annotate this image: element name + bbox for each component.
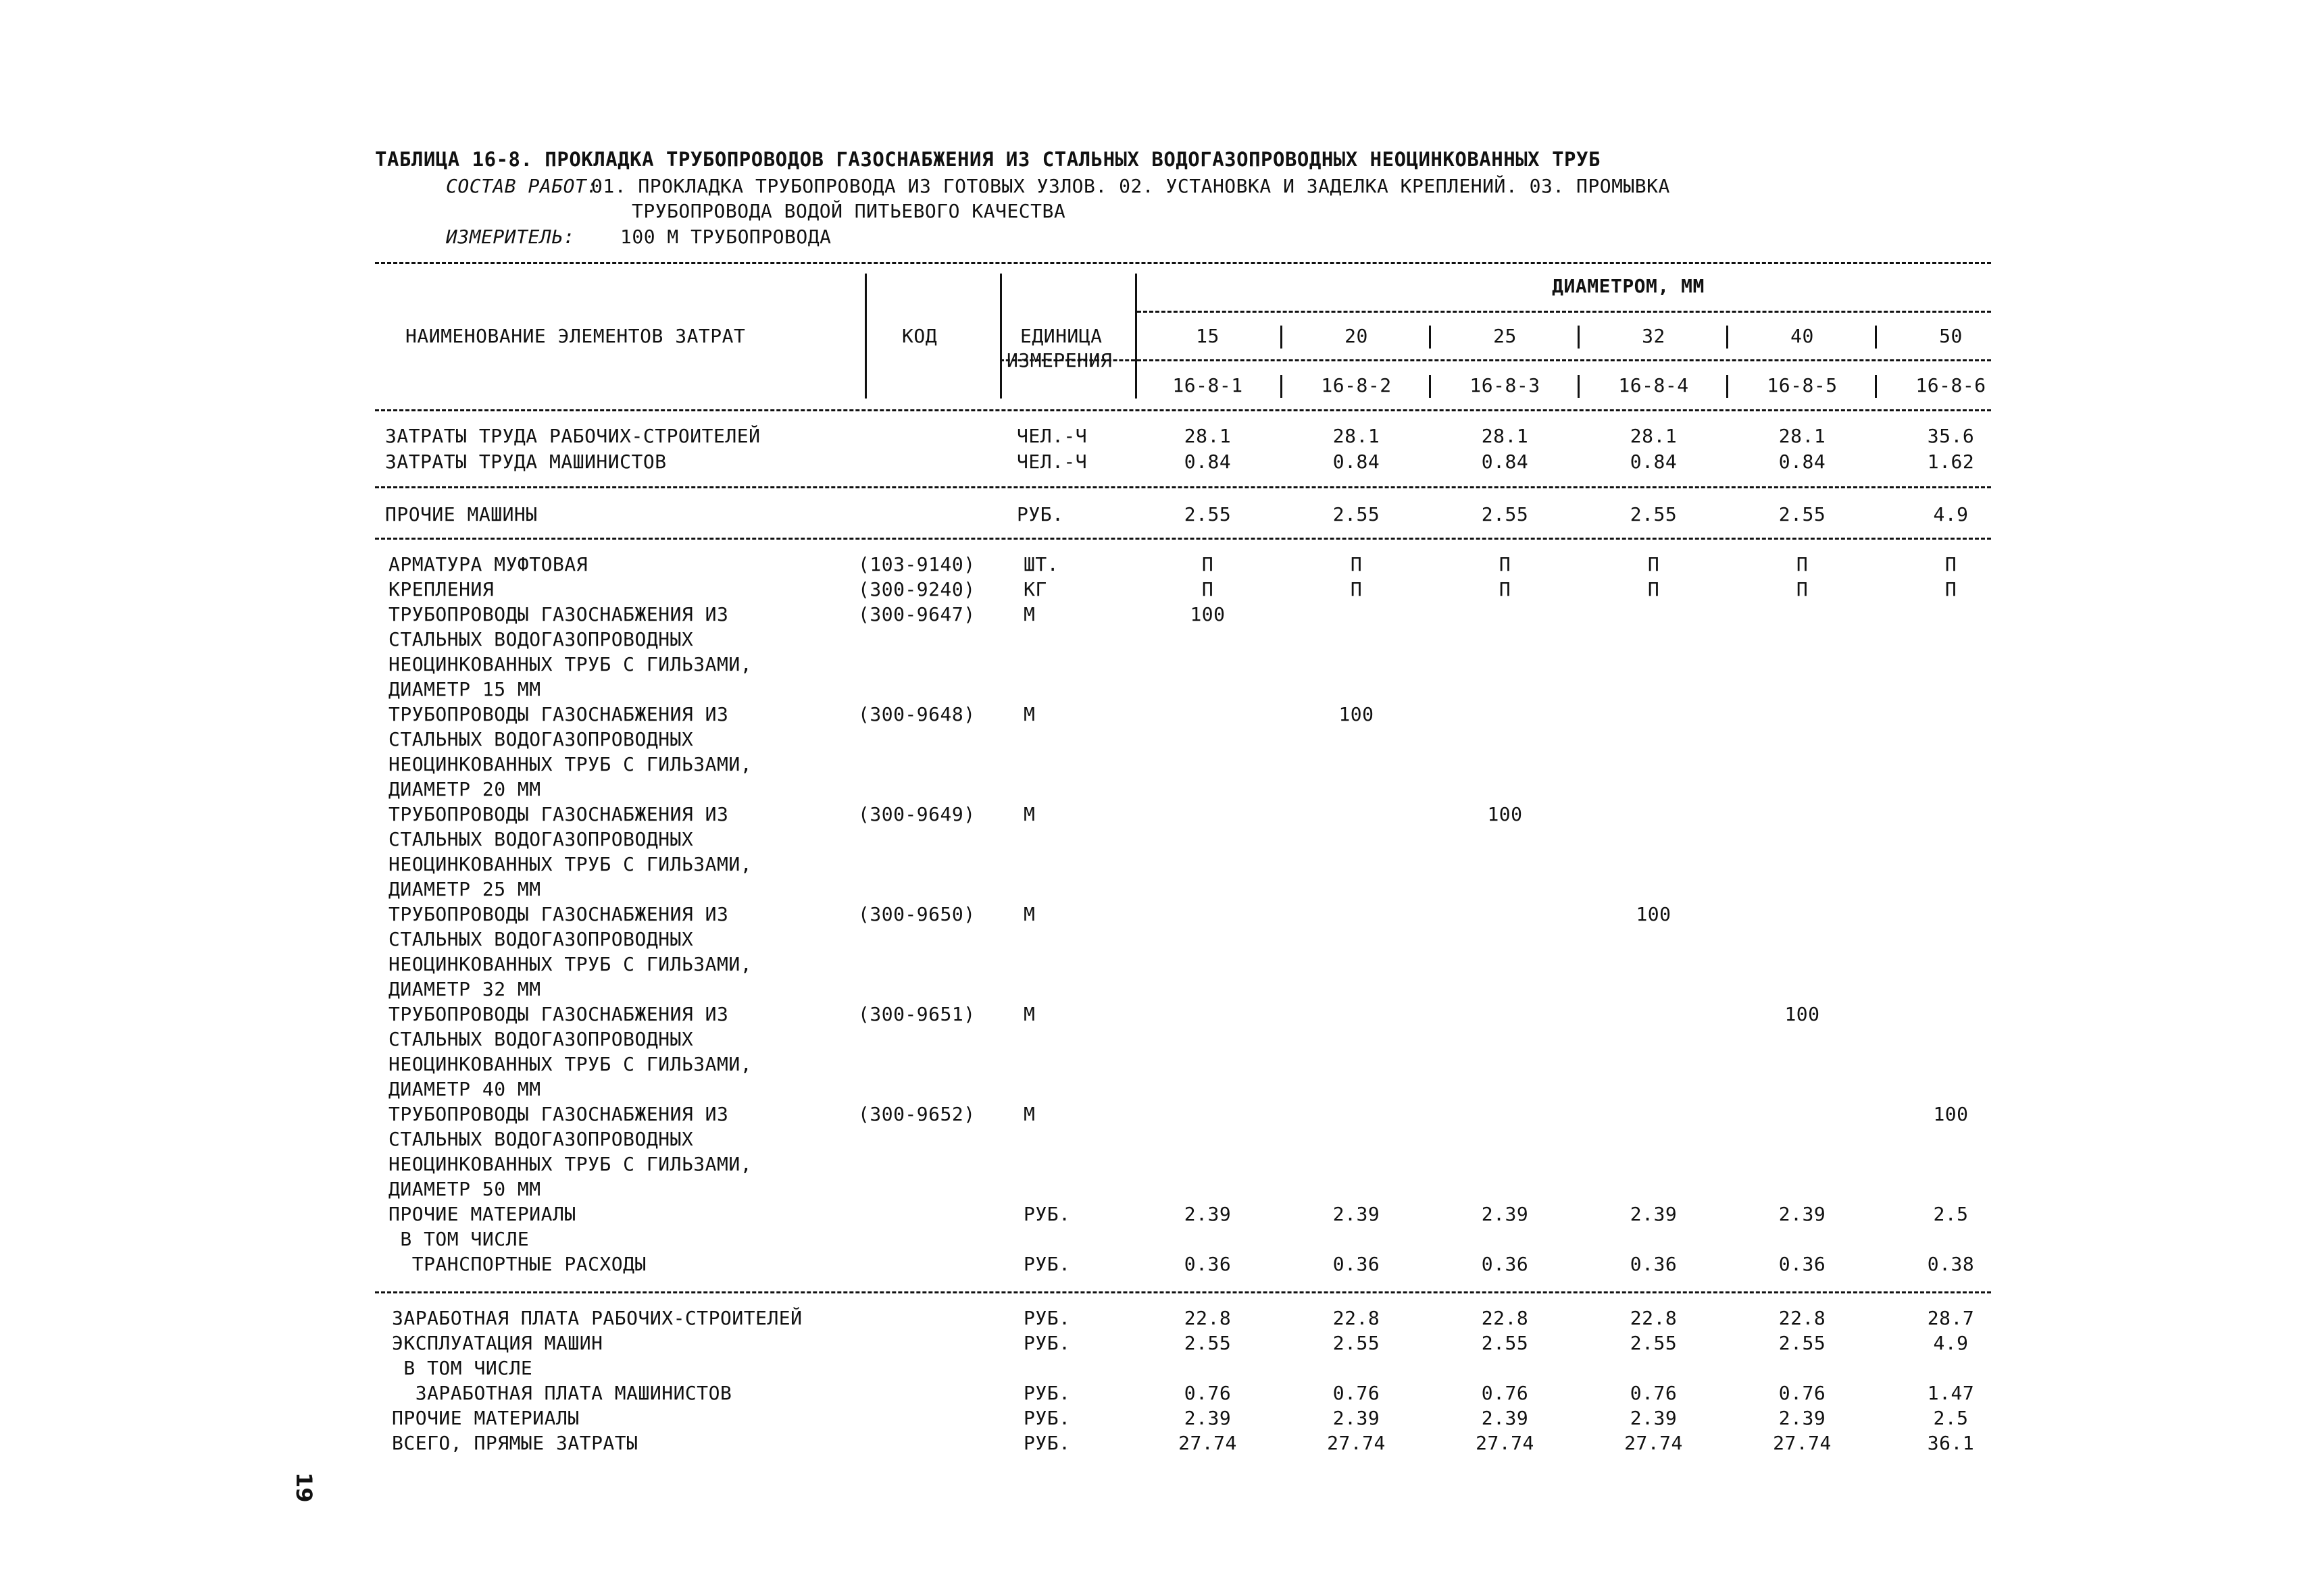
labor-value: 0.84: [1481, 451, 1529, 473]
material-unit: РУБ.: [1024, 1203, 1071, 1225]
material-name-line: ДИАМЕТР 50 ММ: [388, 1178, 541, 1200]
column-divider: [1726, 326, 1728, 349]
material-name-line: ДИАМЕТР 32 ММ: [388, 978, 541, 1000]
labor-value: 28.1: [1778, 425, 1826, 447]
material-unit: М: [1024, 803, 1036, 825]
material-name-line: ТРУБОПРОВОДЫ ГАЗОСНАБЖЕНИЯ ИЗ: [388, 803, 729, 825]
material-name-line: ДИАМЕТР 25 ММ: [388, 878, 541, 900]
column-divider: [1578, 326, 1580, 349]
material-code: (300-9650): [858, 903, 976, 925]
work-label: СОСТАВ РАБОТ:: [446, 175, 599, 197]
summary-unit: РУБ.: [1024, 1432, 1071, 1454]
material-unit: М: [1024, 1103, 1036, 1125]
summary-value: 1.47: [1927, 1382, 1975, 1404]
material-value: П: [1944, 578, 1957, 600]
material-unit: КГ: [1024, 578, 1047, 600]
summary-value: 22.8: [1778, 1307, 1826, 1329]
summary-unit: РУБ.: [1024, 1382, 1071, 1404]
labor-unit: ЧЕЛ.-Ч: [1017, 451, 1088, 473]
material-value: 100: [1487, 803, 1523, 825]
col-name-header: НАИМЕНОВАНИЕ ЭЛЕМЕНТОВ ЗАТРАТ: [405, 325, 746, 347]
summary-value: 36.1: [1927, 1432, 1975, 1454]
material-value: 2.39: [1630, 1203, 1678, 1225]
unit-rule: [1000, 359, 1135, 361]
col-code-16-8-2: 16-8-2: [1321, 374, 1392, 396]
summary-value: 2.39: [1630, 1407, 1678, 1429]
summary-value: 2.39: [1332, 1407, 1380, 1429]
col-size-15: 15: [1196, 325, 1219, 347]
labor-value: 1.62: [1927, 451, 1975, 473]
summary-value: 2.55: [1778, 1332, 1826, 1354]
material-code: (300-9652): [858, 1103, 976, 1125]
meter-value: 100 М ТРУБОПРОВОДА: [620, 226, 832, 248]
column-divider: [1726, 375, 1728, 398]
summary-name: ЗАРАБОТНАЯ ПЛАТА МАШИНИСТОВ: [392, 1382, 732, 1404]
section-rule: [375, 486, 1991, 488]
work-line-2: ТРУБОПРОВОДА ВОДОЙ ПИТЬЕВОГО КАЧЕСТВА: [632, 200, 1066, 222]
machines-value: 2.55: [1630, 503, 1678, 525]
material-value: П: [1647, 578, 1660, 600]
summary-value: 4.9: [1933, 1332, 1969, 1354]
summary-name: В ТОМ ЧИСЛЕ: [392, 1357, 533, 1379]
material-value: 100: [1933, 1103, 1969, 1125]
column-divider: [1429, 326, 1431, 349]
material-name-line: В ТОМ ЧИСЛЕ: [388, 1228, 530, 1250]
material-value: 2.5: [1933, 1203, 1969, 1225]
col-code-16-8-6: 16-8-6: [1915, 374, 1986, 396]
material-name-line: СТАЛЬНЫХ ВОДОГАЗОПРОВОДНЫХ: [388, 828, 694, 850]
labor-value: 0.84: [1630, 451, 1678, 473]
labor-value: 28.1: [1184, 425, 1232, 447]
material-code: (300-9647): [858, 603, 976, 625]
column-divider: [1875, 375, 1877, 398]
material-name-line: АРМАТУРА МУФТОВАЯ: [388, 553, 588, 575]
material-value: П: [1944, 553, 1957, 575]
material-name-line: ТРУБОПРОВОДЫ ГАЗОСНАБЖЕНИЯ ИЗ: [388, 1003, 729, 1025]
col-size-25: 25: [1493, 325, 1517, 347]
summary-value: 2.39: [1184, 1407, 1232, 1429]
col-diameter-header: ДИАМЕТРОМ, ММ: [1552, 275, 1705, 297]
labor-value: 0.84: [1778, 451, 1826, 473]
section-rule: [375, 1291, 1991, 1293]
machines-value: 2.55: [1778, 503, 1826, 525]
material-value: 100: [1784, 1003, 1820, 1025]
summary-value: 0.76: [1332, 1382, 1380, 1404]
column-divider: [1429, 375, 1431, 398]
material-name-line: ДИАМЕТР 15 ММ: [388, 678, 541, 700]
material-value: П: [1796, 578, 1809, 600]
summary-value: 27.74: [1178, 1432, 1237, 1454]
labor-name: ЗАТРАТЫ ТРУДА РАБОЧИХ-СТРОИТЕЛЕЙ: [385, 425, 761, 447]
material-code: (103-9140): [858, 553, 976, 575]
labor-value: 28.1: [1481, 425, 1529, 447]
material-value: 100: [1190, 603, 1226, 625]
summary-value: 22.8: [1630, 1307, 1678, 1329]
material-value: 100: [1636, 903, 1671, 925]
material-name-line: НЕОЦИНКОВАННЫХ ТРУБ С ГИЛЬЗАМИ,: [388, 653, 753, 675]
labor-value: 35.6: [1927, 425, 1975, 447]
table-title: ТАБЛИЦА 16-8. ПРОКЛАДКА ТРУБОПРОВОДОВ ГАЗОСНАБЖЕНИЯ ИЗ СТАЛЬНЫХ ВОДОГАЗОПРОВОДНЫХ НЕОЦИНКОВАННЫХ ТРУБ: [375, 148, 1601, 171]
material-name-line: ДИАМЕТР 20 ММ: [388, 778, 541, 800]
summary-name: ЭКСПЛУАТАЦИЯ МАШИН: [392, 1332, 603, 1354]
material-value: П: [1350, 578, 1363, 600]
material-unit: М: [1024, 703, 1036, 725]
material-name-line: ПРОЧИЕ МАТЕРИАЛЫ: [388, 1203, 576, 1225]
summary-unit: РУБ.: [1024, 1407, 1071, 1429]
summary-name: ЗАРАБОТНАЯ ПЛАТА РАБОЧИХ-СТРОИТЕЛЕЙ: [392, 1307, 803, 1329]
material-value: 100: [1338, 703, 1374, 725]
machines-value: 2.55: [1481, 503, 1529, 525]
material-name-line: НЕОЦИНКОВАННЫХ ТРУБ С ГИЛЬЗАМИ,: [388, 953, 753, 975]
material-value: П: [1499, 578, 1511, 600]
material-name-line: НЕОЦИНКОВАННЫХ ТРУБ С ГИЛЬЗАМИ,: [388, 1053, 753, 1075]
material-unit: ШТ.: [1024, 553, 1059, 575]
labor-value: 0.84: [1184, 451, 1232, 473]
col-size-20: 20: [1344, 325, 1368, 347]
summary-value: 2.39: [1481, 1407, 1529, 1429]
material-value: 2.39: [1184, 1203, 1232, 1225]
labor-unit: ЧЕЛ.-Ч: [1017, 425, 1088, 447]
summary-value: 0.76: [1184, 1382, 1232, 1404]
material-value: П: [1796, 553, 1809, 575]
column-divider: [1280, 375, 1282, 398]
column-divider: [1578, 375, 1580, 398]
summary-value: 2.55: [1481, 1332, 1529, 1354]
material-value: 0.38: [1927, 1253, 1975, 1275]
material-value: П: [1499, 553, 1511, 575]
summary-value: 27.74: [1476, 1432, 1534, 1454]
material-name-line: СТАЛЬНЫХ ВОДОГАЗОПРОВОДНЫХ: [388, 1128, 694, 1150]
summary-value: 27.74: [1327, 1432, 1386, 1454]
work-line-1: 01. ПРОКЛАДКА ТРУБОПРОВОДА ИЗ ГОТОВЫХ УЗЛОВ. 02. УСТАНОВКА И ЗАДЕЛКА КРЕПЛЕНИЙ. 03. ПРОМЫВКА: [591, 175, 1670, 197]
material-name-line: СТАЛЬНЫХ ВОДОГАЗОПРОВОДНЫХ: [388, 728, 694, 750]
summary-value: 22.8: [1481, 1307, 1529, 1329]
labor-value: 28.1: [1630, 425, 1678, 447]
summary-value: 28.7: [1927, 1307, 1975, 1329]
diameter-rule: [1137, 311, 1991, 313]
summary-value: 2.55: [1184, 1332, 1232, 1354]
material-name-line: ТРУБОПРОВОДЫ ГАЗОСНАБЖЕНИЯ ИЗ: [388, 603, 729, 625]
material-value: 2.39: [1481, 1203, 1529, 1225]
material-name-line: НЕОЦИНКОВАННЫХ ТРУБ С ГИЛЬЗАМИ,: [388, 753, 753, 775]
material-name-line: СТАЛЬНЫХ ВОДОГАЗОПРОВОДНЫХ: [388, 928, 694, 950]
material-unit: М: [1024, 603, 1036, 625]
material-value: П: [1201, 578, 1214, 600]
column-divider: [1000, 274, 1002, 398]
summary-value: 0.76: [1778, 1382, 1826, 1404]
summary-value: 2.39: [1778, 1407, 1826, 1429]
material-code: (300-9651): [858, 1003, 976, 1025]
material-value: 0.36: [1630, 1253, 1678, 1275]
summary-value: 2.55: [1332, 1332, 1380, 1354]
column-divider: [865, 274, 867, 398]
material-value: П: [1350, 553, 1363, 575]
page-number: 19: [291, 1472, 317, 1503]
material-name-line: СТАЛЬНЫХ ВОДОГАЗОПРОВОДНЫХ: [388, 628, 694, 650]
summary-value: 2.5: [1933, 1407, 1969, 1429]
material-name-line: НЕОЦИНКОВАННЫХ ТРУБ С ГИЛЬЗАМИ,: [388, 1153, 753, 1175]
material-code: (300-9240): [858, 578, 976, 600]
material-value: 0.36: [1332, 1253, 1380, 1275]
material-value: 0.36: [1778, 1253, 1826, 1275]
material-value: 0.36: [1481, 1253, 1529, 1275]
col-code-16-8-3: 16-8-3: [1469, 374, 1540, 396]
column-divider: [1875, 326, 1877, 349]
material-name-line: ДИАМЕТР 40 ММ: [388, 1078, 541, 1100]
summary-value: 0.76: [1481, 1382, 1529, 1404]
col-size-50: 50: [1939, 325, 1963, 347]
summary-value: 0.76: [1630, 1382, 1678, 1404]
material-name-line: СТАЛЬНЫХ ВОДОГАЗОПРОВОДНЫХ: [388, 1028, 694, 1050]
material-value: П: [1647, 553, 1660, 575]
col-size-40: 40: [1790, 325, 1814, 347]
material-unit: М: [1024, 903, 1036, 925]
machines-value: 2.55: [1184, 503, 1232, 525]
material-name-line: НЕОЦИНКОВАННЫХ ТРУБ С ГИЛЬЗАМИ,: [388, 853, 753, 875]
col-code-16-8-5: 16-8-5: [1767, 374, 1838, 396]
col-code-header: КОД: [902, 325, 938, 347]
material-unit: РУБ.: [1024, 1253, 1071, 1275]
summary-unit: РУБ.: [1024, 1332, 1071, 1354]
meter-label: ИЗМЕРИТЕЛЬ:: [446, 226, 575, 248]
summary-name: ПРОЧИЕ МАТЕРИАЛЫ: [392, 1407, 580, 1429]
col-code-16-8-1: 16-8-1: [1172, 374, 1243, 396]
summary-value: 22.8: [1332, 1307, 1380, 1329]
machines-value: 4.9: [1933, 503, 1969, 525]
machines-unit: РУБ.: [1017, 503, 1064, 525]
col-code-16-8-4: 16-8-4: [1618, 374, 1689, 396]
header-top-rule: [375, 262, 1991, 264]
material-name-line: ТРАНСПОРТНЫЕ РАСХОДЫ: [388, 1253, 647, 1275]
size-rule: [1137, 359, 1991, 361]
material-name-line: ТРУБОПРОВОДЫ ГАЗОСНАБЖЕНИЯ ИЗ: [388, 703, 729, 725]
summary-value: 22.8: [1184, 1307, 1232, 1329]
summary-unit: РУБ.: [1024, 1307, 1071, 1329]
summary-name: ВСЕГО, ПРЯМЫЕ ЗАТРАТЫ: [392, 1432, 638, 1454]
material-value: 2.39: [1332, 1203, 1380, 1225]
machines-name: ПРОЧИЕ МАШИНЫ: [385, 503, 538, 525]
material-code: (300-9649): [858, 803, 976, 825]
column-divider: [1135, 274, 1137, 398]
col-unit-header-2: ИЗМЕРЕНИЯ: [1007, 349, 1113, 371]
labor-name: ЗАТРАТЫ ТРУДА МАШИНИСТОВ: [385, 451, 667, 473]
summary-value: 2.55: [1630, 1332, 1678, 1354]
material-value: 2.39: [1778, 1203, 1826, 1225]
material-value: П: [1201, 553, 1214, 575]
material-unit: М: [1024, 1003, 1036, 1025]
material-name-line: КРЕПЛЕНИЯ: [388, 578, 495, 600]
summary-value: 27.74: [1773, 1432, 1832, 1454]
header-bottom-rule: [375, 409, 1991, 411]
labor-value: 28.1: [1332, 425, 1380, 447]
material-name-line: ТРУБОПРОВОДЫ ГАЗОСНАБЖЕНИЯ ИЗ: [388, 903, 729, 925]
col-unit-header-1: ЕДИНИЦА: [1020, 325, 1103, 347]
material-value: 0.36: [1184, 1253, 1232, 1275]
col-size-32: 32: [1642, 325, 1665, 347]
material-code: (300-9648): [858, 703, 976, 725]
column-divider: [1280, 326, 1282, 349]
machines-value: 2.55: [1332, 503, 1380, 525]
summary-value: 27.74: [1624, 1432, 1683, 1454]
section-rule: [375, 538, 1991, 540]
labor-value: 0.84: [1332, 451, 1380, 473]
material-name-line: ТРУБОПРОВОДЫ ГАЗОСНАБЖЕНИЯ ИЗ: [388, 1103, 729, 1125]
